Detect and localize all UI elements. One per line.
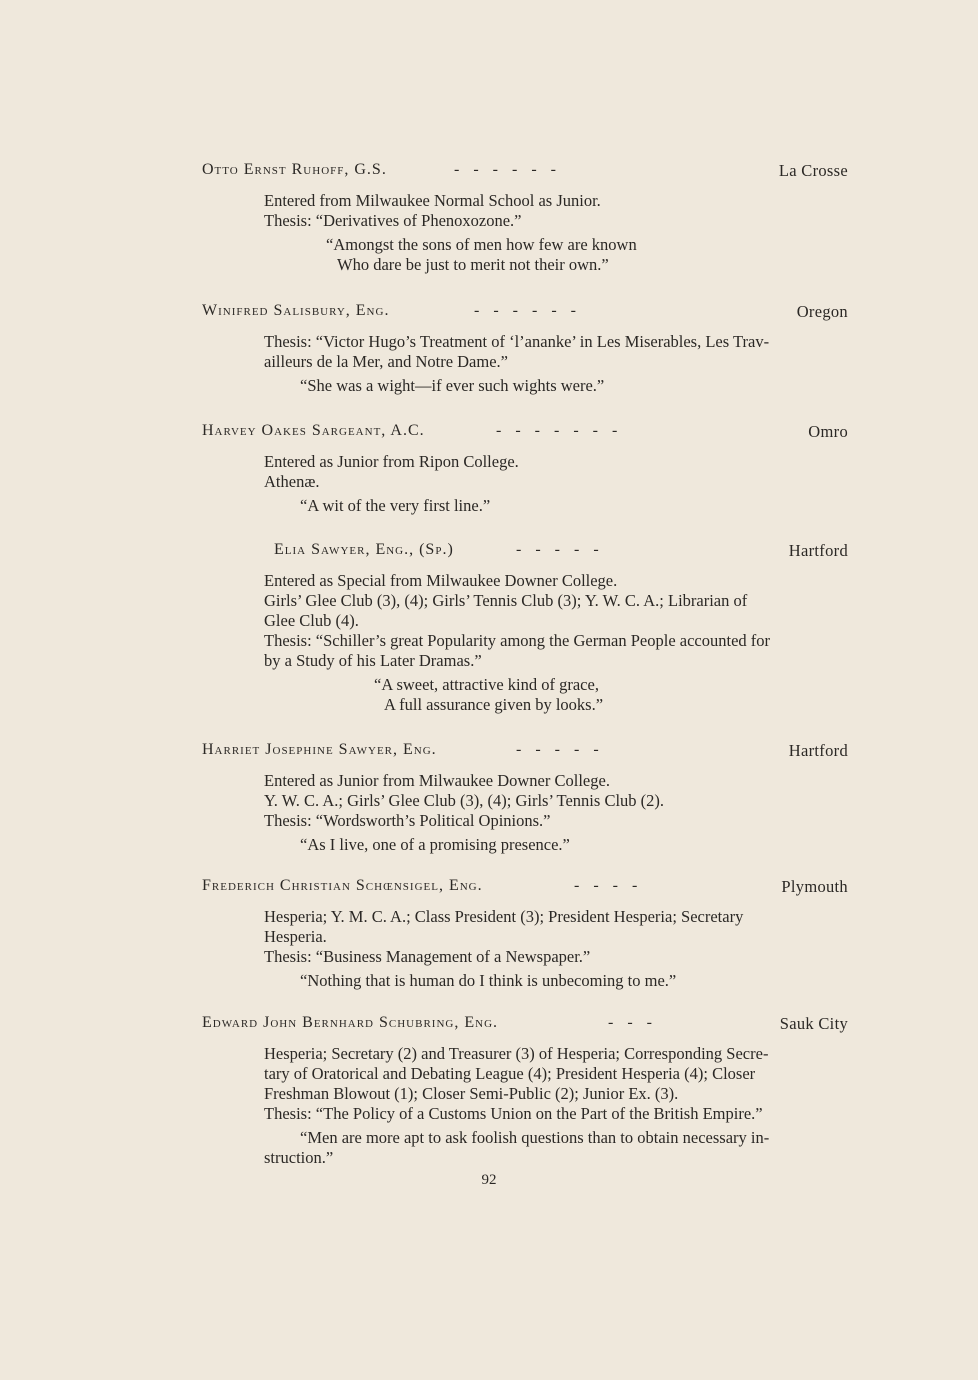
hometown: Plymouth — [781, 877, 848, 896]
quote-line: “She was a wight—if ever such wights were.” — [300, 376, 605, 395]
hometown: Sauk City — [779, 1014, 848, 1033]
student-name: Otto Ernst Ruhoff, G.S. — [202, 161, 387, 178]
detail-line: Entered as Junior from Milwaukee Downer College. — [264, 771, 610, 790]
quotation — [300, 376, 848, 396]
detail-line: Entered from Milwaukee Normal School as Junior. — [264, 191, 601, 210]
student-name: Elia Sawyer, Eng., (Sp.) — [274, 541, 454, 558]
leader-dashes: - - - - - - - — [496, 422, 619, 439]
detail-line: Hesperia. — [264, 927, 327, 946]
student-name: Winifred Salisbury, Eng. — [202, 302, 390, 319]
hometown: La Crosse — [778, 161, 848, 180]
hometown: Hartford — [788, 541, 848, 560]
entry-details — [264, 191, 848, 275]
student-name: Edward John Bernhard Schubring, Eng. — [202, 1014, 499, 1031]
entry-schoensigel — [202, 877, 848, 991]
detail-line: Athenæ. — [264, 472, 320, 491]
quotation — [300, 496, 848, 516]
entry-heading — [202, 741, 848, 763]
entry-harriet-sawyer — [202, 741, 848, 855]
entry-heading — [202, 1014, 848, 1036]
hometown: Omro — [808, 422, 848, 441]
detail-line: Thesis: “Victor Hugo’s Treatment of ‘l’ananke’ in Les Miserables, Les Trav- — [264, 332, 770, 351]
quote-line: struction.” — [264, 1148, 334, 1167]
detail-line: by a Study of his Later Dramas.” — [264, 651, 482, 670]
detail-line: Thesis: “Wordsworth’s Political Opinions.” — [264, 811, 551, 830]
entry-schubring — [202, 1014, 848, 1168]
entry-details — [202, 1044, 848, 1168]
leader-dashes: - - - - - — [516, 541, 600, 558]
entry-ruhoff — [202, 161, 848, 275]
detail-line: Entered as Special from Milwaukee Downer College. — [264, 571, 618, 590]
entry-heading — [202, 302, 848, 324]
detail-line: Thesis: “Schiller’s great Popularity among the German People accounted for — [264, 631, 771, 650]
detail-line: tary of Oratorical and Debating League (4); President Hesperia (4); Closer — [264, 1064, 756, 1083]
entry-salisbury — [202, 302, 848, 396]
entry-elia-sawyer — [202, 541, 848, 715]
quote-line: “A sweet, attractive kind of grace, — [374, 675, 599, 694]
quote-line: “A wit of the very first line.” — [300, 496, 491, 515]
detail-line: Thesis: “Derivatives of Phenoxozone.” — [264, 211, 522, 230]
entry-heading — [202, 161, 848, 183]
entry-details — [202, 907, 848, 991]
entry-details — [264, 452, 848, 516]
detail-line: Hesperia; Secretary (2) and Treasurer (3) of Hesperia; Corresponding Secre- — [264, 1044, 769, 1063]
detail-line: ailleurs de la Mer, and Notre Dame.” — [264, 352, 508, 371]
student-name: Harriet Josephine Sawyer, Eng. — [202, 741, 437, 758]
entry-heading — [202, 422, 848, 444]
entry-details — [202, 332, 848, 396]
leader-dashes: - - - - — [574, 877, 639, 894]
leader-dashes: - - - - - — [516, 741, 600, 758]
quotation — [300, 835, 848, 855]
leader-dashes: - - - - - - — [454, 161, 557, 178]
hometown: Oregon — [796, 302, 848, 321]
quote-line: Who dare be just to merit not their own.” — [337, 255, 609, 274]
quote-line: “As I live, one of a promising presence.” — [300, 835, 570, 854]
detail-line: Hesperia; Y. M. C. A.; Class President (3); President Hesperia; Secretary — [264, 907, 744, 926]
detail-line: Thesis: “The Policy of a Customs Union on the Part of the British Empire.” — [264, 1104, 763, 1123]
entry-heading — [202, 541, 848, 563]
page-number: 92 — [481, 1172, 497, 1188]
detail-line: Glee Club (4). — [264, 611, 359, 630]
quote-line: “Amongst the sons of men how few are known — [326, 235, 637, 254]
hometown: Hartford — [788, 741, 848, 760]
quotation — [264, 1128, 848, 1168]
entry-details — [202, 571, 848, 715]
leader-dashes: - - - - - - — [474, 302, 577, 319]
student-name: Harvey Oakes Sargeant, A.C. — [202, 422, 425, 439]
quote-line: A full assurance given by looks.” — [384, 695, 604, 714]
quotation — [300, 971, 848, 991]
quotation — [374, 675, 848, 715]
detail-line: Freshman Blowout (1); Closer Semi-Public (2); Junior Ex. (3). — [264, 1084, 679, 1103]
entry-heading — [202, 877, 848, 899]
student-name: Frederich Christian Schœnsigel, Eng. — [202, 877, 483, 894]
detail-line: Girls’ Glee Club (3), (4); Girls’ Tennis Club (3); Y. W. C. A.; Librarian of — [264, 591, 748, 610]
detail-line: Thesis: “Business Management of a Newspaper.” — [264, 947, 591, 966]
quote-line: “Nothing that is human do I think is unbecoming to me.” — [300, 971, 677, 990]
quotation — [326, 235, 848, 275]
entry-details — [264, 771, 848, 855]
entry-sargeant — [202, 422, 848, 516]
detail-line: Entered as Junior from Ripon College. — [264, 452, 519, 471]
leader-dashes: - - - — [608, 1014, 653, 1031]
detail-line: Y. W. C. A.; Girls’ Glee Club (3), (4); Girls’ Tennis Club (2). — [264, 791, 665, 810]
quote-line: “Men are more apt to ask foolish questions than to obtain necessary in- — [300, 1128, 770, 1147]
